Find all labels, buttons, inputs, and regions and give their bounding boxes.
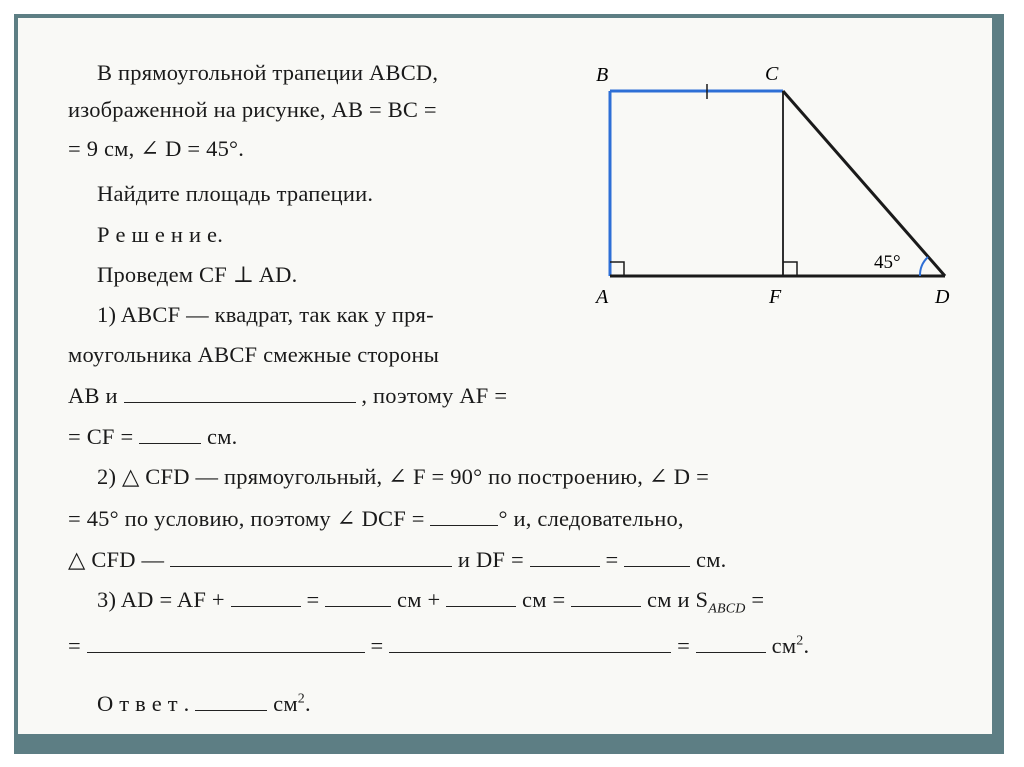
problem-line-2: изображенной на рисунке, AB = BC = bbox=[68, 97, 437, 122]
construction-line: Проведем CF ⊥ AD. bbox=[97, 262, 298, 287]
label-d: D bbox=[935, 286, 950, 308]
step1-text: = CF = bbox=[68, 424, 134, 449]
step2-line-a: 2) △ CFD — прямоугольный, ∠ F = 90° по построению, ∠ D = bbox=[97, 464, 709, 489]
step3-text: см bbox=[771, 633, 797, 658]
step3-text: см = bbox=[522, 587, 566, 612]
solution-heading: Р е ш е н и е. bbox=[97, 222, 224, 247]
label-a: A bbox=[596, 286, 609, 308]
step2-text: △ CFD — bbox=[68, 547, 165, 572]
step1-line-a: 1) ABCF — квадрат, так как у пря- bbox=[97, 302, 434, 327]
side-cd bbox=[783, 91, 945, 276]
problem-question: Найдите площадь трапеции. bbox=[97, 181, 374, 206]
step3-text: = bbox=[306, 587, 320, 612]
step2-text: см. bbox=[696, 547, 727, 572]
step1-text: AB и bbox=[68, 383, 118, 408]
area-subscript: ABCD bbox=[708, 601, 746, 617]
step2-text: и DF = bbox=[457, 547, 524, 572]
answer-unit: . bbox=[304, 691, 311, 716]
right-angle-a bbox=[610, 262, 624, 276]
angle-arc-d bbox=[920, 257, 928, 276]
label-f: F bbox=[769, 286, 782, 308]
step3-text: = bbox=[370, 633, 384, 658]
step3-text: = bbox=[745, 587, 765, 612]
step3-text: = bbox=[677, 633, 690, 658]
step3-text: = bbox=[68, 633, 81, 658]
problem-line-3: = 9 см, ∠ D = 45°. bbox=[68, 136, 245, 161]
step1-text: см. bbox=[207, 424, 238, 449]
step3-text: 3) AD = AF + bbox=[97, 587, 225, 612]
step2-text: = bbox=[605, 547, 619, 572]
answer-label: О т в е т . bbox=[97, 691, 190, 716]
step3-text: см и S bbox=[647, 587, 709, 612]
label-b: B bbox=[596, 64, 609, 86]
label-c: C bbox=[765, 63, 779, 85]
unit-superscript: 2 bbox=[796, 633, 804, 649]
step1-text: , поэтому AF = bbox=[361, 383, 508, 408]
step2-text: ° и, следовательно, bbox=[498, 506, 684, 531]
unit-superscript: 2 bbox=[297, 691, 305, 707]
answer-unit: см bbox=[273, 691, 298, 716]
step3-text: см + bbox=[397, 587, 441, 612]
step3-text: . bbox=[803, 633, 810, 658]
angle-label: 45° bbox=[874, 252, 901, 273]
right-angle-f bbox=[783, 262, 797, 276]
problem-line-1: В прямоугольной трапеции ABCD, bbox=[97, 60, 439, 85]
step2-text: = 45° по условию, поэтому ∠ DCF = bbox=[68, 506, 425, 531]
step1-line-b: моугольника ABCF смежные стороны bbox=[68, 342, 440, 367]
